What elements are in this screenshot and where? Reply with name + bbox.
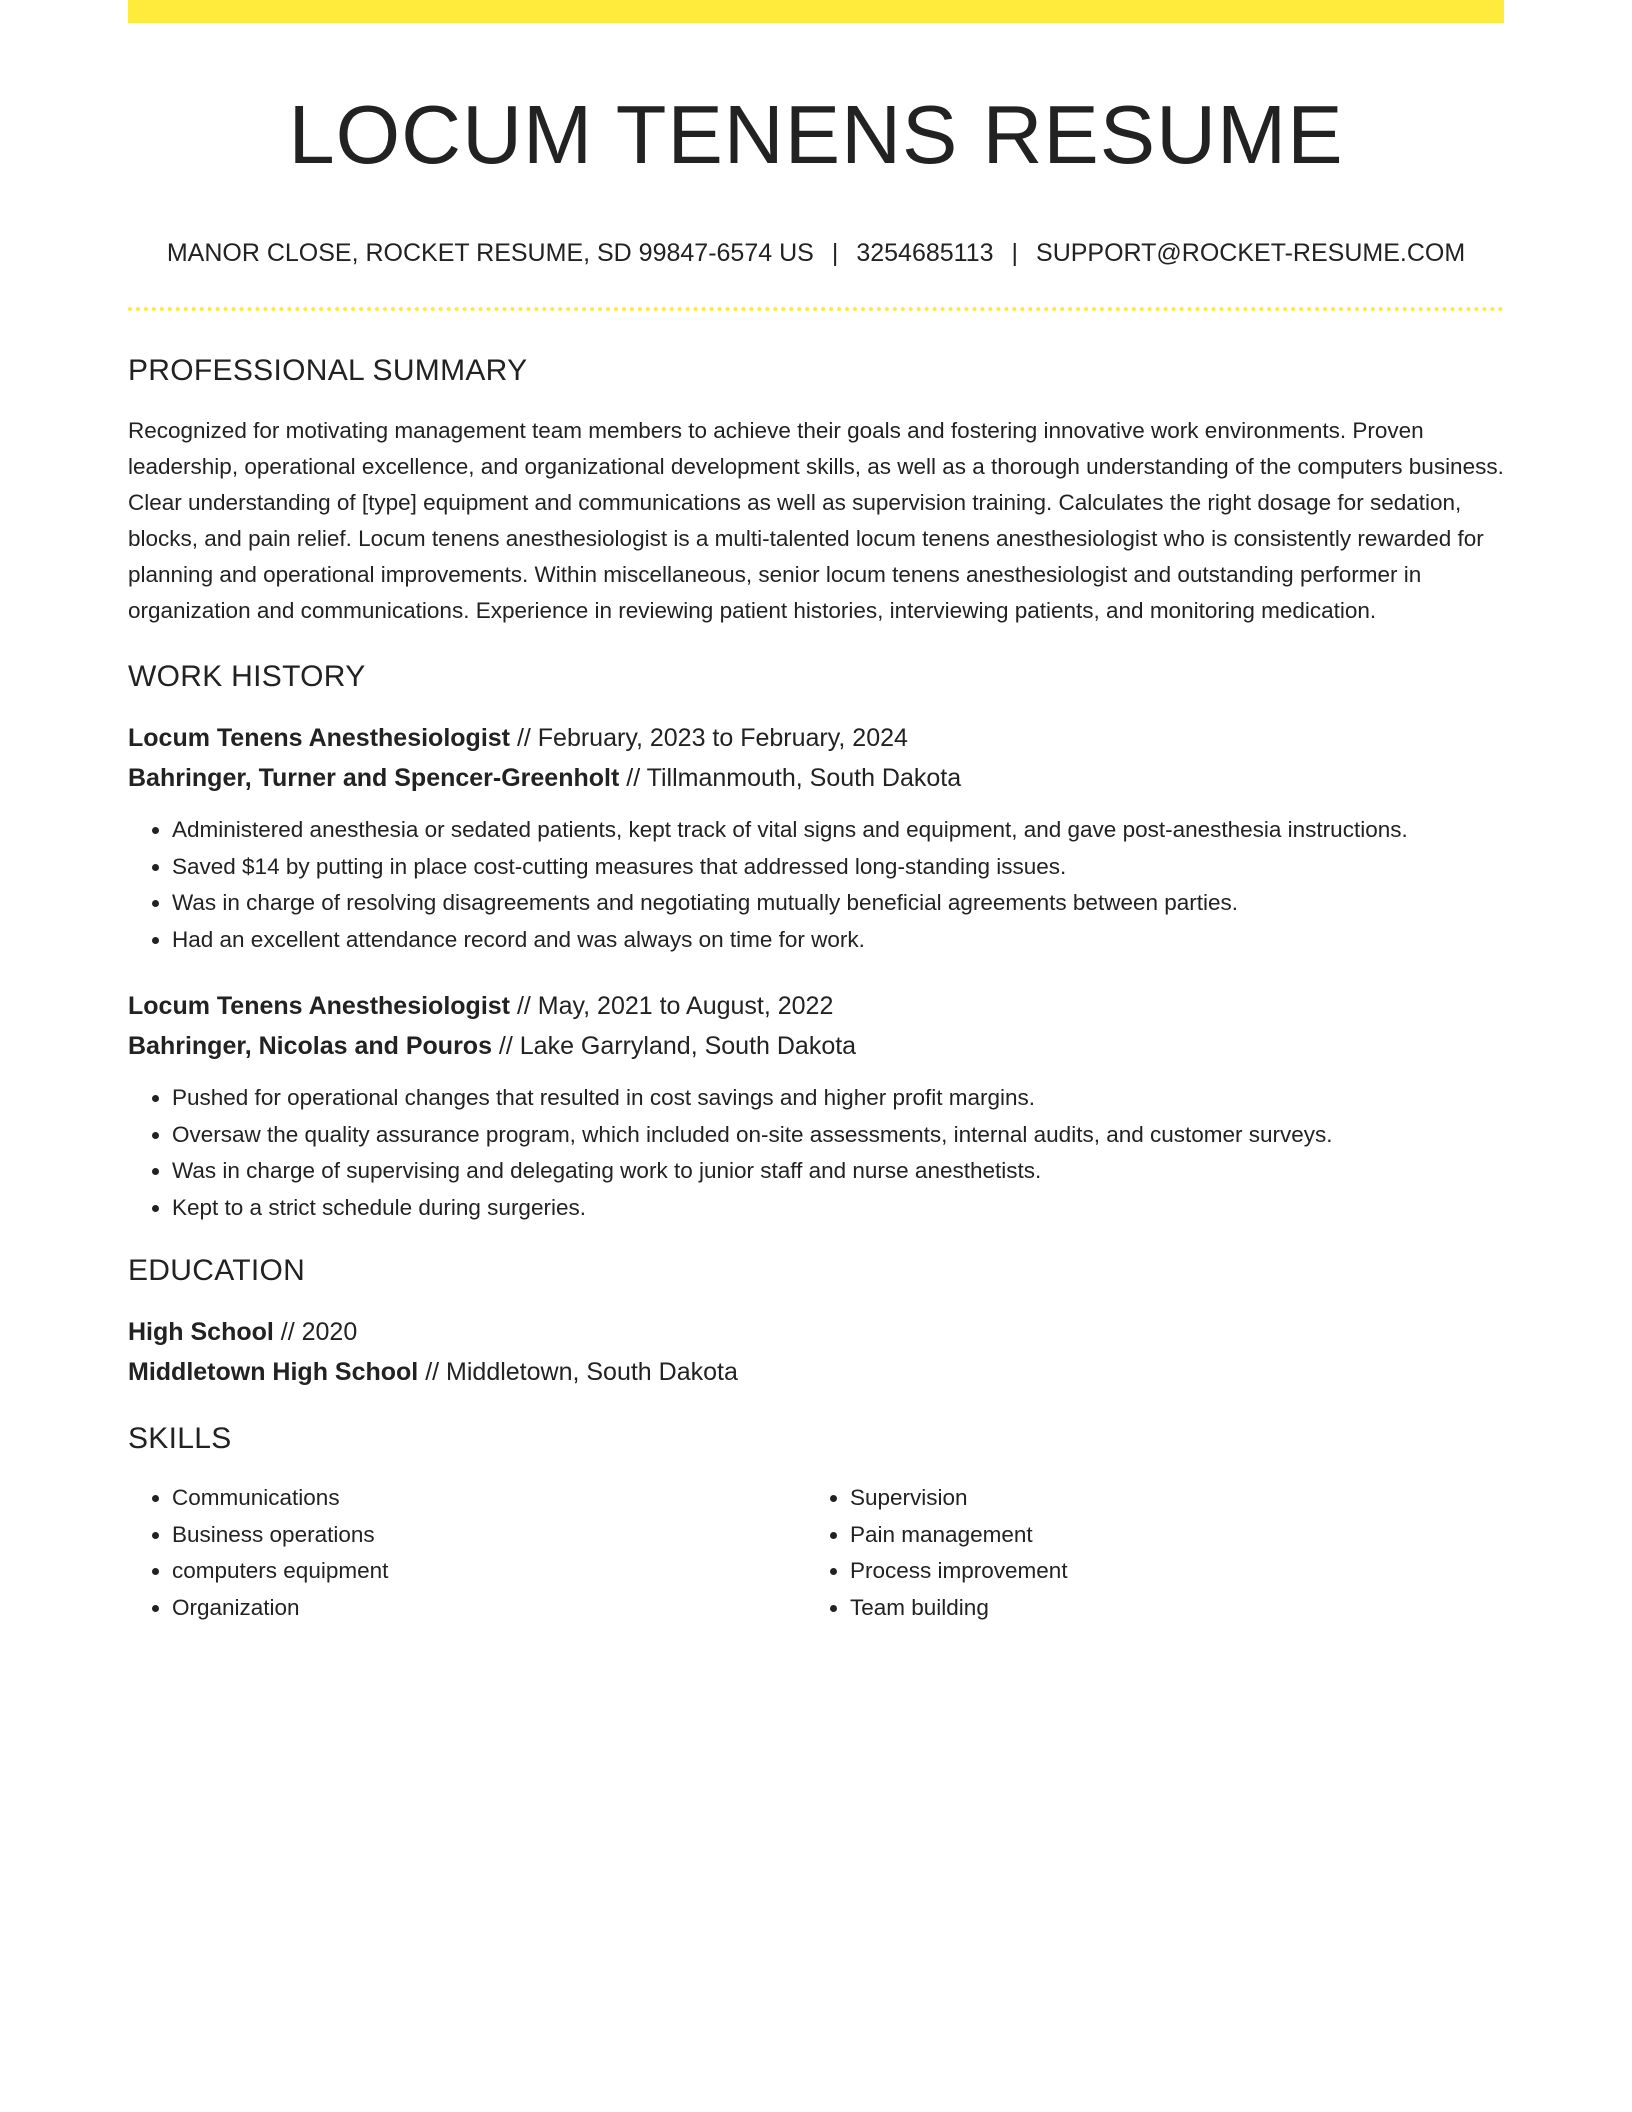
company-line [128, 758, 1504, 798]
job-title-line [128, 986, 1504, 1026]
skill-item: • Pain management [850, 1517, 1484, 1554]
dotted-divider [128, 307, 1504, 311]
job-title: Locum Tenens Anesthesiologist [128, 724, 510, 752]
job-dates: // May, 2021 to August, 2022 [510, 992, 834, 1020]
list-item: • Was in charge of supervising and delegating work to junior staff and nurse anesthetists. [172, 1153, 1504, 1190]
skill-item: • Supervision [850, 1480, 1484, 1517]
company-name: Bahringer, Nicolas and Pouros [128, 1032, 492, 1060]
summary-text: Recognized for motivating management team members to achieve their goals and fostering innovative work environments. Proven leadership, operational excellence, and organizational development skills, as well as a thorough understanding of the computers business. Clear understanding of [type] equipment and communications as well as supervision training. Calculates the right dosage for sedation, blocks, and pain relief. Locum tenens anesthesiologist is a multi-talented locum tenens anesthesiologist who is consistently rewarded for planning and operational improvements. Within miscellaneous, senior locum tenens anesthesiologist and outstanding performer in organization and communications. Experience in reviewing patient histories, interviewing patients, and monitoring medication. [128, 418, 1504, 623]
address: MANOR CLOSE, ROCKET RESUME, SD 99847-6574 US [166, 239, 814, 267]
list-item: • Saved $14 by putting in place cost-cutting measures that addressed long-standing issues. [172, 849, 1504, 886]
contact-line [128, 237, 1504, 269]
company-location: // Tillmanmouth, South Dakota [619, 764, 962, 792]
school-line [128, 1352, 1504, 1392]
skill-item: • Team building [850, 1590, 1484, 1627]
list-item: • Had an excellent attendance record and was always on time for work. [172, 922, 1504, 959]
job-title-line [128, 718, 1504, 758]
resume-title: LOCUM TENENS RESUME [288, 88, 1344, 181]
accent-top-bar [128, 0, 1504, 23]
skills-list [128, 1480, 1504, 1626]
skill-item: • Communications [172, 1480, 806, 1517]
school-name: Middletown High School [128, 1358, 419, 1386]
graduation-year: // 2020 [273, 1318, 358, 1346]
separator: | [831, 239, 839, 267]
list-item: • Pushed for operational changes that resulted in cost savings and higher profit margins. [172, 1080, 1504, 1117]
degree-line [128, 1312, 1504, 1352]
skills-heading: SKILLS [128, 1422, 232, 1455]
job-bullets [128, 1080, 1504, 1226]
skill-item: • Process improvement [850, 1553, 1484, 1590]
education-heading: EDUCATION [128, 1254, 306, 1287]
job-title: Locum Tenens Anesthesiologist [128, 992, 510, 1020]
list-item: • Kept to a strict schedule during surgeries. [172, 1190, 1504, 1227]
skill-item: • Business operations [172, 1517, 806, 1554]
work-history-heading: WORK HISTORY [128, 660, 366, 693]
skills-column-right [806, 1480, 1484, 1626]
skill-item: • Organization [172, 1590, 806, 1627]
resume-page [128, 0, 1504, 1626]
job-bullets [128, 812, 1504, 958]
summary-heading: PROFESSIONAL SUMMARY [128, 354, 528, 387]
degree: High School [128, 1318, 274, 1346]
phone: 3254685113 [856, 239, 994, 267]
company-location: // Lake Garryland, South Dakota [491, 1032, 857, 1060]
job-entry [128, 986, 1504, 1226]
school-location: // Middletown, South Dakota [418, 1358, 738, 1386]
list-item: • Oversaw the quality assurance program, which included on-site assessments, internal audits, and customer surveys. [172, 1117, 1504, 1154]
company-name: Bahringer, Turner and Spencer-Greenholt [128, 764, 620, 792]
email: SUPPORT@ROCKET-RESUME.COM [1036, 239, 1466, 267]
skill-item: • computers equipment [172, 1553, 806, 1590]
skills-column-left [128, 1480, 806, 1626]
job-dates: // February, 2023 to February, 2024 [510, 724, 908, 752]
list-item: • Was in charge of resolving disagreements and negotiating mutually beneficial agreements between parties. [172, 885, 1504, 922]
job-entry [128, 718, 1504, 958]
company-line [128, 1026, 1504, 1066]
separator: | [1011, 239, 1019, 267]
list-item: • Administered anesthesia or sedated patients, kept track of vital signs and equipment, and gave post-anesthesia instructions. [172, 812, 1504, 849]
